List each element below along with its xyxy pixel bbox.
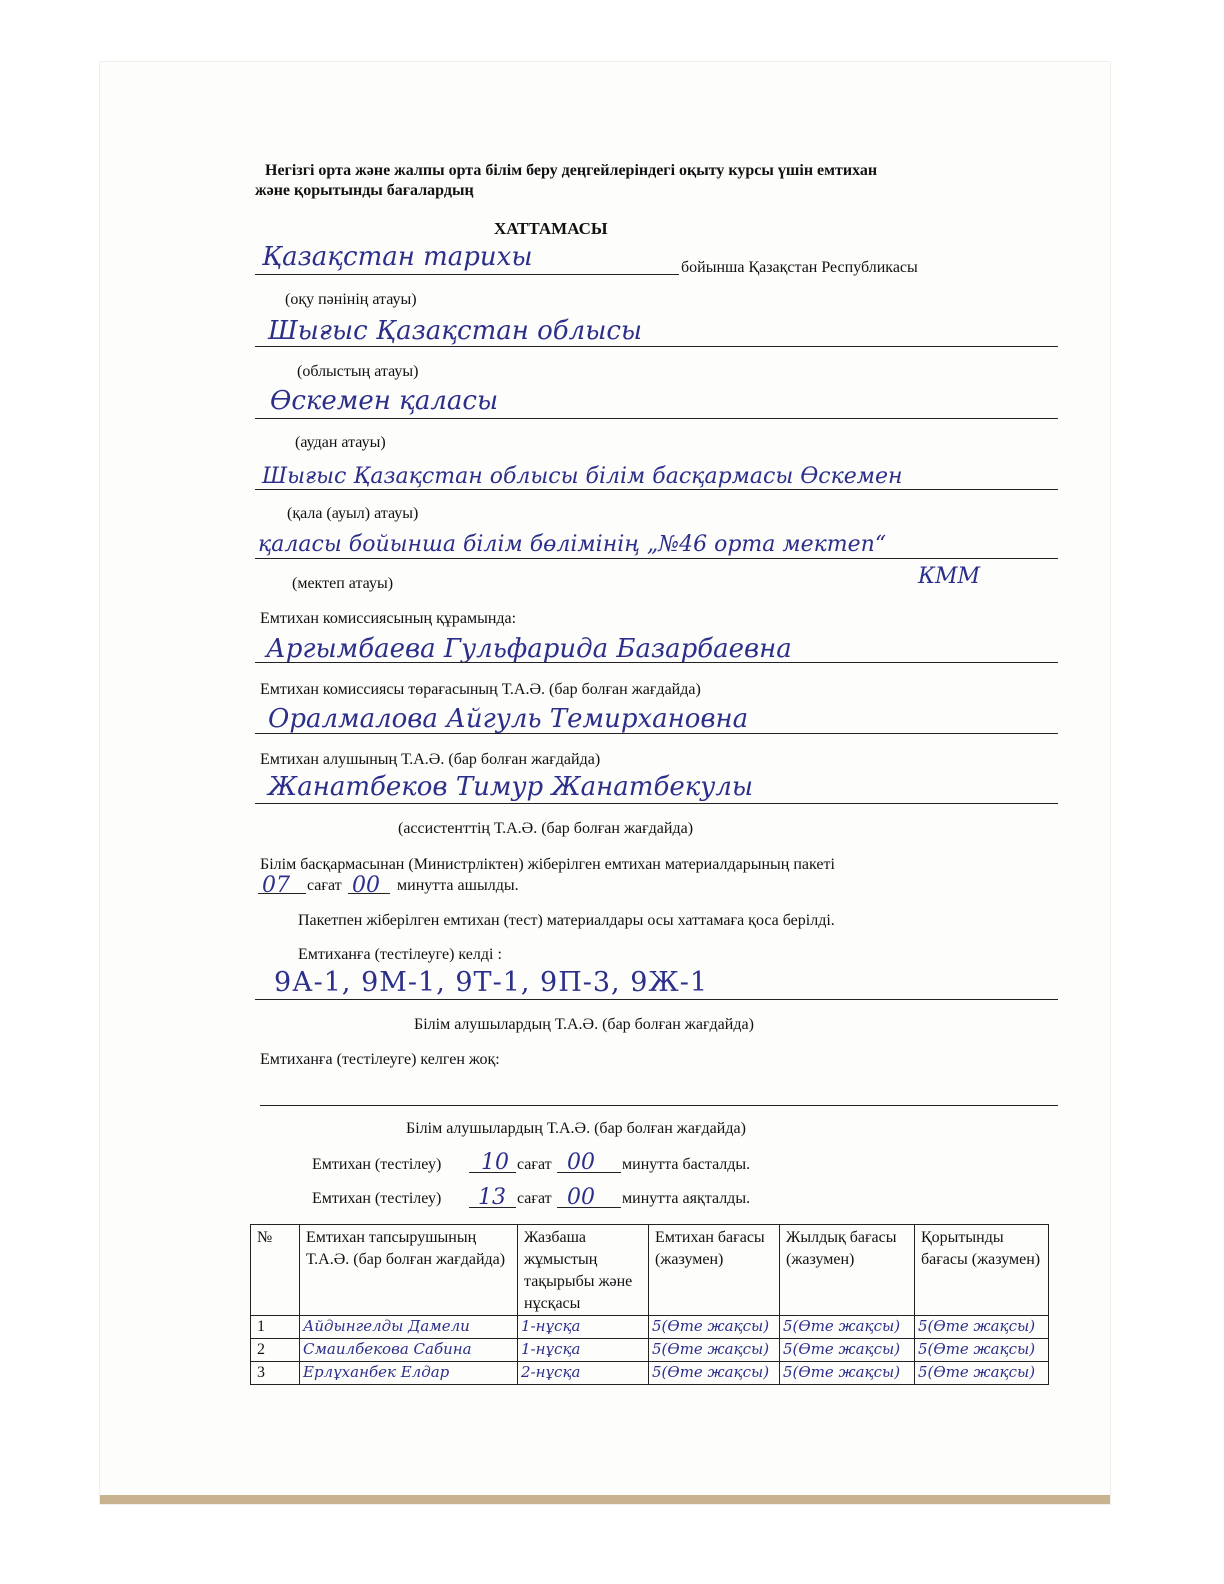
- start-minute-label: минутта басталды.: [622, 1156, 751, 1173]
- package-minute-line: [348, 893, 390, 894]
- commission-line: [255, 662, 1058, 663]
- table-row: [251, 1362, 1049, 1385]
- written-topic: 1-нұсқа: [518, 1316, 649, 1339]
- package-minute: 00: [352, 873, 380, 898]
- absent-line: [260, 1105, 1058, 1106]
- commission-member: Аргымбаева Гульфарида Базарбаевна: [266, 634, 792, 664]
- city-caption: (қала (ауыл) атауы): [287, 505, 419, 522]
- region-caption: (облыстың атауы): [297, 363, 419, 380]
- absent-label: Емтиханға (тестілеуге) келген жоқ:: [260, 1051, 500, 1068]
- annual-grade: 5(Өте жақсы): [780, 1362, 915, 1385]
- assistant-caption: (ассистенттің Т.А.Ә. (бар болған жағдайда): [398, 820, 694, 837]
- subject-caption: (оқу пәнінің атауы): [285, 291, 417, 308]
- desk-edge: [100, 1495, 1110, 1504]
- final-grade: 5(Өте жақсы): [915, 1316, 1049, 1339]
- end-prefix: Емтихан (тестілеу): [312, 1190, 442, 1207]
- package-minute-label: минутта ашылды.: [397, 877, 519, 894]
- exam-grade: 5(Өте жақсы): [649, 1316, 780, 1339]
- package-attached: Пакетпен жіберілген емтихан (тест) материалдары осы хаттамаға қоса берілді.: [298, 912, 835, 929]
- start-minute-line: [557, 1172, 621, 1173]
- examinee-line: [255, 803, 1058, 804]
- region-value: Шығыс Қазақстан облысы: [268, 316, 643, 346]
- arrived-label: Емтиханға (тестілеуге) келді :: [298, 946, 502, 963]
- row-number: 1: [251, 1316, 300, 1339]
- end-minute-line: [557, 1207, 621, 1208]
- end-hour: 13: [478, 1185, 506, 1210]
- absent-caption: Білім алушылардың Т.А.Ә. (бар болған жағдайда): [406, 1120, 746, 1137]
- header-student-name: Емтихан тапсырушының Т.А.Ә. (бар болған жағдайда): [300, 1225, 518, 1316]
- grades-table: [250, 1224, 1049, 1385]
- annual-grade: 5(Өте жақсы): [780, 1339, 915, 1362]
- commission-label: Емтихан комиссиясының құрамында:: [260, 610, 517, 627]
- row-number: 2: [251, 1339, 300, 1362]
- package-hour-line: [258, 893, 306, 894]
- header-exam-grade: Емтихан бағасы (жазумен): [649, 1225, 780, 1316]
- header-number: №: [251, 1225, 300, 1316]
- examinee-value: Жанатбеков Тимур Жанатбекулы: [268, 772, 754, 802]
- city-line: [255, 489, 1058, 490]
- header-annual-grade: Жылдық бағасы (жазумен): [780, 1225, 915, 1316]
- end-hour-label: сағат: [517, 1190, 552, 1207]
- start-prefix: Емтихан (тестілеу): [312, 1156, 442, 1173]
- student-name: Смаилбекова Сабина: [300, 1339, 518, 1362]
- school-value-2: КММ: [918, 564, 981, 589]
- package-hour: 07: [262, 873, 290, 898]
- exam-grade: 5(Өте жақсы): [649, 1339, 780, 1362]
- chair-value: Оралмалова Айгуль Темирхановна: [268, 704, 749, 734]
- table-row: [251, 1316, 1049, 1339]
- school-value: қаласы бойынша білім бөлімінің „№46 орта мектеп“: [258, 532, 887, 557]
- exam-grade: 5(Өте жақсы): [649, 1362, 780, 1385]
- subject-value: Қазақстан тарихы: [262, 242, 533, 272]
- arrived-caption: Білім алушылардың Т.А.Ә. (бар болған жағдайда): [414, 1016, 754, 1033]
- package-hour-label: сағат: [307, 877, 342, 894]
- arrived-value: 9А-1, 9М-1, 9Т-1, 9П-3, 9Ж-1: [274, 967, 709, 998]
- final-grade: 5(Өте жақсы): [915, 1339, 1049, 1362]
- title-line-2: және қорытынды бағалардың: [255, 182, 474, 199]
- district-caption: (аудан атауы): [295, 434, 386, 451]
- arrived-line: [255, 999, 1058, 1000]
- end-minute: 00: [567, 1185, 595, 1210]
- district-line: [255, 418, 1058, 419]
- chair-label: Емтихан комиссиясы төрағасының Т.А.Ә. (бар болған жағдайда): [260, 681, 701, 698]
- start-hour: 10: [481, 1150, 509, 1175]
- final-grade: 5(Өте жақсы): [915, 1362, 1049, 1385]
- annual-grade: 5(Өте жақсы): [780, 1316, 915, 1339]
- written-topic: 1-нұсқа: [518, 1339, 649, 1362]
- subject-suffix: бойынша Қазақстан Республикасы: [681, 259, 918, 276]
- student-name: Айдынгелды Дамели: [300, 1316, 518, 1339]
- table-row: [251, 1339, 1049, 1362]
- protocol-heading: ХАТТАМАСЫ: [494, 219, 608, 238]
- end-hour-line: [469, 1207, 516, 1208]
- table-header-row: [251, 1225, 1049, 1316]
- written-topic: 2-нұсқа: [518, 1362, 649, 1385]
- row-number: 3: [251, 1362, 300, 1385]
- start-hour-line: [469, 1172, 516, 1173]
- student-name: Ерлұханбек Елдар: [300, 1362, 518, 1385]
- start-hour-label: сағат: [517, 1156, 552, 1173]
- district-value: Өскемен қаласы: [270, 386, 499, 416]
- title-line-1: Негізгі орта және жалпы орта білім беру деңгейлеріндегі оқыту курсы үшін емтихан: [265, 162, 878, 179]
- examinee-label: Емтихан алушының Т.А.Ә. (бар болған жағдайда): [260, 751, 601, 768]
- school-line: [255, 558, 1058, 559]
- end-minute-label: минутта аяқталды.: [622, 1190, 751, 1207]
- city-value: Шығыс Қазақстан облысы білім басқармасы Өскемен: [262, 464, 903, 489]
- header-final-grade: Қорытынды бағасы (жазумен): [915, 1225, 1049, 1316]
- chair-line: [255, 733, 1058, 734]
- subject-line: [255, 274, 679, 275]
- package-line-1: Білім басқармасынан (Министрліктен) жіберілген емтихан материалдарының пакеті: [260, 856, 835, 873]
- header-written-topic: Жазбаша жұмыстың тақырыбы және нұсқасы: [518, 1225, 649, 1316]
- start-minute: 00: [567, 1150, 595, 1175]
- school-caption: (мектеп атауы): [292, 575, 394, 592]
- region-line: [255, 346, 1058, 347]
